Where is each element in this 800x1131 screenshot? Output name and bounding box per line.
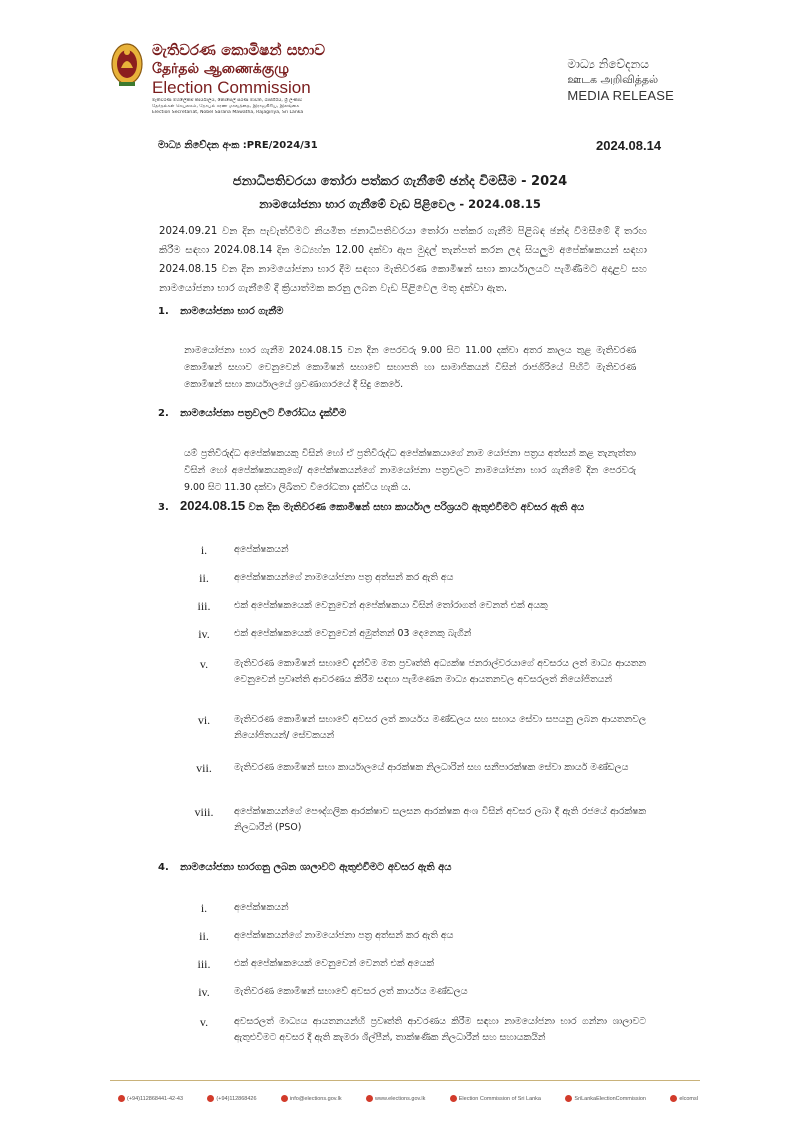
- section-number: 3.: [158, 502, 169, 513]
- list-item-text: එක් අපේක්ෂකයෙක් වෙනුවෙන් වෙනත් එක් අයෙක්: [234, 958, 434, 969]
- list-item-number: viii.: [194, 805, 214, 819]
- section-number: 2.: [158, 408, 169, 419]
- reference-number: මාධ්‍ය නිවේදන අංක :PRE/2024/31: [158, 140, 318, 151]
- org-name-block: [152, 40, 382, 116]
- footer-website-text: www.elections.gov.lk: [375, 1095, 426, 1102]
- facebook-icon: [565, 1095, 572, 1102]
- footer-phone[interactable]: [118, 1095, 183, 1102]
- section-heading-text: වන දින මැතිවරණ කොමිෂන් සභා කාර්යාල පරිශ්‍රයට ඇතුළුවීමට අවසර ඇති අය: [245, 502, 585, 513]
- section-heading-text: නාමයෝජනා භාරගනු ලබන ශාලාවට ඇතුළුවීමට අවසර ඇති අය: [180, 862, 452, 873]
- org-name-english: Election Commission: [152, 78, 311, 97]
- document-subtitle: නාමයෝජනා භාර ගැනීමේ වැඩ පිළිවෙල - 2024.08.15: [259, 197, 541, 211]
- section-number: 4.: [158, 862, 169, 873]
- section-3-heading: [158, 498, 584, 513]
- footer-phone-text: (+94)112868441-42-43: [127, 1095, 184, 1102]
- list-item-text: මැතිවරණ කොමිෂන් සභාවේ අවසර ලත් කාර්යය මණ්ඩලය සහ සභාය සේවා සපයනු ලබන ආයතනවල නියෝජිතයන්/ සේවකයන්: [234, 714, 646, 741]
- list-item-text: අපේක්ෂකයන්: [234, 902, 289, 913]
- footer-facebook-page-text: SriLankaElectionCommission: [574, 1095, 646, 1102]
- footer-email-link[interactable]: [281, 1095, 342, 1102]
- list-item-number: iii.: [197, 599, 211, 613]
- list-item-text: එක් අපේක්ෂකයෙක් වෙනුවෙන් අපේක්ෂකයා විසින් තෝරාගත් වෙනත් එක් අයකු: [234, 600, 548, 611]
- list-item-number: v.: [199, 657, 209, 671]
- list-item-text: මැතිවරණ කොමිෂන් සභාවේ දැන්වීම මත ප්‍රවෘත්ති අධ්‍යක්ෂ ජනරාල්වරයාගේ අවසරය ලත් මාධ්‍ය ආයතන වෙනුවෙන් ප්‍රවෘත්ති ආවරණය කිරීම සඳහා පැමිණෙන මාධ්‍ය ආයතනවල අවසරලත් නියෝජිතයන්: [234, 658, 646, 685]
- list-item-text: මැතිවරණ කොමිෂන් සභාවේ අවසර ලත් කාර්යය මණ්ඩලය: [234, 986, 468, 997]
- org-name-sinhala: මැතිවරණ කොමිෂන් සභාව: [152, 41, 326, 59]
- section-4-heading: [158, 862, 451, 873]
- list-item-number: vi.: [197, 713, 211, 727]
- footer-twitter-link[interactable]: [670, 1095, 698, 1102]
- section-number: 1.: [158, 306, 169, 317]
- section-heading-text: නාමයෝජනා පත්‍රවලට විරෝධය දැක්වීම: [180, 408, 347, 419]
- sri-lanka-emblem-icon: [110, 40, 144, 90]
- fax-icon: [207, 1095, 214, 1102]
- footer-divider: [110, 1080, 700, 1081]
- section-1-heading: [158, 306, 283, 317]
- list-item-number: v.: [199, 1015, 209, 1029]
- list-item-number: iii.: [197, 957, 211, 971]
- footer-fax-text: (+94)112868426: [216, 1095, 257, 1102]
- footer-website-link[interactable]: [366, 1095, 425, 1102]
- media-label-sinhala: මාධ්‍ය නිවේදනය: [567, 57, 649, 71]
- list-item-text: අපේක්ෂකයන්: [234, 544, 289, 555]
- intro-paragraph: 2024.09.21 වන දින පැවැත්වීමට නියමිත ජනාධිපතිවරයා තෝරා පත්කර ගැනීම පිළිබඳ ඡන්ද විමසීමේ දී තරඟ කිරීම සඳහා 2024.08.14 දින මධ්‍යහ්න 12.00 දක්වා ඇප මුදල් තැන්පත් කරන ලද සියලුම අපේක්ෂකයන් සඳහා 2024.08.15 වන දින නාමයෝජනා භාර දීම සඳහා මැතිවරණ කොමිෂන් සභා කාර්යාලයට පැමිණීමට අදාළව සහ නාමයෝජනා භාර ගැනීමේ දී ක්‍රියාත්මක කරනු ලබන වැඩ පිළිවෙල මතු දක්වා ඇත.: [159, 226, 647, 294]
- release-date: 2024.08.14: [596, 138, 662, 153]
- list-item-text: අපේක්ෂකයන්ගේ නාමයෝජනා පත්‍ර අත්සන් කර ඇති අය: [234, 930, 454, 941]
- list-item-text: අපේක්ෂකයන්ගේ පෞද්ගලික ආරක්ෂාව සලසන ආරක්ෂක අංශ විසින් අවසර ලබා දී ඇති රජයේ ආරක්ෂක නිලධාරීන් (PSO): [234, 806, 646, 833]
- list-item-number: iv.: [198, 627, 210, 641]
- list-item-number: ii.: [199, 571, 209, 585]
- list-item-number: vii.: [196, 761, 212, 775]
- list-item-number: iv.: [198, 985, 210, 999]
- footer-facebook-link[interactable]: [450, 1095, 541, 1102]
- list-item-text: අපේක්ෂකයන්ගේ නාමයෝජනා පත්‍ර අත්සන් කර ඇති අය: [234, 572, 454, 583]
- list-item-text: අවසරලත් මාධ්‍යය ආයතනයන්හි ප්‍රවෘත්ති ආවරණය කිරීම සඳහා නාමයෝජනා භාර ගන්නා ශාලාවට ඇතුළුවීමට අවසර දී ඇති කැමරා ශිල්පීන්, තාක්ෂණික නිලධාරීන් සහ සහායකයින්: [234, 1016, 646, 1043]
- address-sinhala: මැතිවරණ මහලේකම් කාර්යාලය, නොපෙල් සරණ මාවත, රාජගිරිය, ශ්‍රී ලංකාව: [152, 98, 303, 103]
- contact-footer: [118, 1095, 698, 1102]
- media-label-tamil: ஊடக அறிவித்தல்: [567, 73, 659, 86]
- section-heading-date: 2024.08.15: [180, 498, 246, 513]
- footer-twitter-text: elcomsl: [679, 1095, 698, 1102]
- list-item-text: එක් අපේක්ෂකයෙක් වෙනුවෙන් අමුත්තන් 03 දෙනෙකු බැගින්: [234, 628, 472, 639]
- list-item-text: මැතිවරණ කොමිෂන් සභා කාර්යාලයේ ආරක්ෂක නිලධාරින් සහ සනීපාරක්ෂක සේවා කාර්ය මණ්ඩලය: [234, 762, 629, 773]
- document-title: ජනාධිපතිවරයා තෝරා පත්කර ගැනීමේ ඡන්ද විමසීම - 2024: [232, 174, 568, 189]
- address-english: Election Secretariat, Nobel Sarana Mawatha, Rajagiriya, Sri Lanka: [152, 110, 304, 115]
- list-item-number: i.: [200, 901, 208, 915]
- list-item-number: ii.: [199, 929, 209, 943]
- twitter-icon: [670, 1095, 677, 1102]
- section-2-heading: [158, 408, 346, 419]
- media-release-label: [567, 56, 674, 104]
- web-icon: [366, 1095, 373, 1102]
- section-2-body: යම් ප්‍රතිවිරුද්ධ අපේක්ෂකයකු විසින් හෝ ඒ ප්‍රතිවිරුද්ධ අපේක්ෂකයාගේ නාම යෝජනා පත්‍රය අත්සන් කළ තැනැත්තා විසින් හෝ අපේක්ෂකයකුගේ/ අපේක්ෂකයන්ගේ නාමයෝජනා පත්‍රවලට නාමයෝජනා භාර ගැනීමේ දින පෙරවරු 9.00 සිට 11.30 දක්වා ලිඛිතව විරෝධතා දැක්විය හැකි ය.: [184, 448, 636, 493]
- media-label-english: MEDIA RELEASE: [567, 88, 674, 103]
- org-name-tamil: தேர்தல் ஆணைக்குழு: [152, 61, 290, 77]
- footer-facebook-text: Election Commission of Sri Lanka: [458, 1095, 541, 1102]
- footer-fax[interactable]: [207, 1095, 256, 1102]
- section-1-body: නාමයෝජනා භාර ගැනීම 2024.08.15 වන දින පෙරවරු 9.00 සිට 11.00 දක්වා අතර කාලය තුළ මැතිවරණ කොමිෂන් සභාව වෙනුවෙන් කොමිෂන් සභාවේ සභාපති හා සාමාජිකයන් විසින් රාජගිරියේ පිහිටි මැතිවරණ කොමිෂන් සභා කාර්යාලයේ ශ්‍රවණාගාරයේ දී සිදු කෙරේ.: [184, 345, 636, 390]
- address-tamil: தேர்தல்கள் செயலகம், நோபல் சரண மாவத்தை, இராஜகிரிய, இலங்கை: [152, 104, 300, 109]
- email-icon: [281, 1095, 288, 1102]
- phone-icon: [118, 1095, 125, 1102]
- footer-email-text: info@elections.gov.lk: [289, 1095, 342, 1102]
- facebook-icon: [450, 1095, 457, 1102]
- footer-facebook-page-link[interactable]: [565, 1095, 646, 1102]
- list-item-number: i.: [200, 543, 208, 557]
- section-heading-text: නාමයෝජනා භාර ගැනීම: [180, 306, 284, 317]
